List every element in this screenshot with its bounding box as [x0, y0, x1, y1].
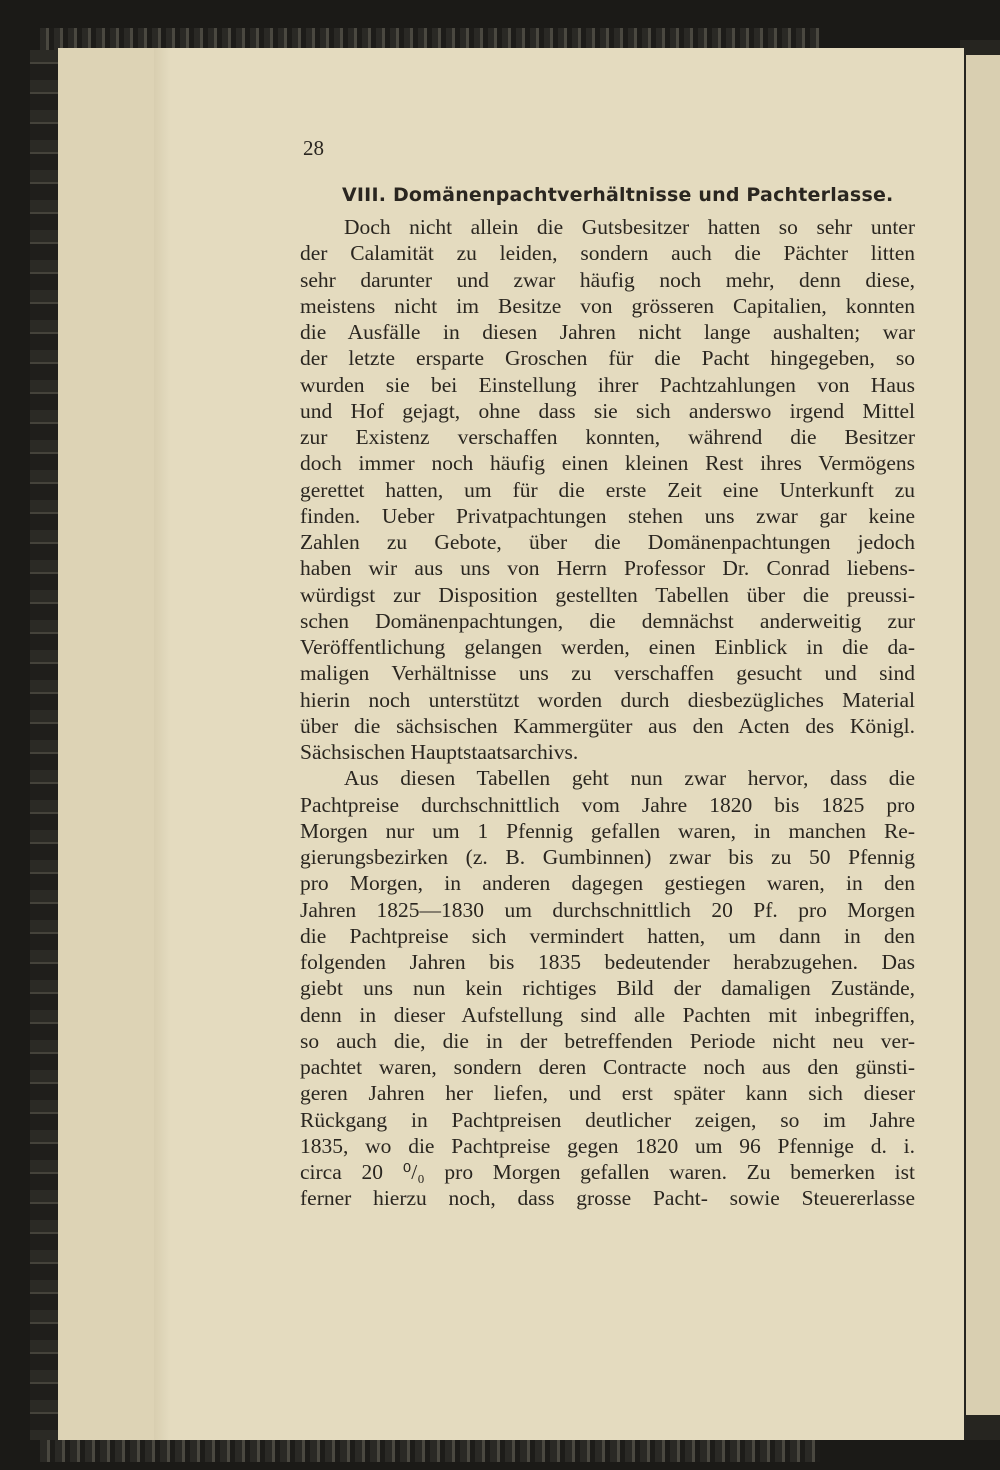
text-line: maligen Verhältnisse uns zu verschaffen gesucht und sind [300, 661, 915, 686]
text-line: der letzte ersparte Groschen für die Pacht hingegeben, so [300, 346, 915, 371]
text-line: gierungsbezirken (z. B. Gumbinnen) zwar bis zu 50 Pfennig [300, 845, 915, 869]
text-line: der Calamität zu leiden, sondern auch die Pächter litten [300, 241, 915, 266]
text-line: ferner hierzu noch, dass grosse Pacht- sowie Steuererlasse [300, 1186, 915, 1211]
paragraph [300, 214, 915, 765]
text-line: Veröffentlichung gelangen werden, einen Einblick in die da- [300, 635, 915, 659]
text-line: gerettet hatten, um für die erste Zeit eine Unterkunft zu [300, 477, 915, 502]
text-line: Aus diesen Tabellen geht nun zwar hervor, dass die [344, 766, 915, 791]
text-line: circa 20 ⁰/₀ pro Morgen gefallen waren. Zu bemerken ist [300, 1160, 915, 1184]
body-text [300, 214, 915, 1212]
page-gutter [58, 48, 155, 1440]
text-line: geren Jahren her liefen, und erst später kann sich dieser [300, 1081, 915, 1106]
book-top-edge [40, 28, 820, 50]
text-line: folgenden Jahren bis 1835 bedeutender herabzugehen. Das [300, 950, 915, 974]
text-line: schen Domänenpachtungen, die demnächst anderweitig zur [300, 608, 915, 633]
text-line: Pachtpreise durchschnittlich vom Jahre 1820 bis 1825 pro [300, 792, 915, 817]
text-line: denn in dieser Aufstellung sind alle Pachten mit inbegriffen, [300, 1002, 915, 1027]
text-line: finden. Ueber Privatpachtungen stehen uns zwar gar keine [300, 503, 915, 528]
text-line: hierin noch unterstützt worden durch diesbezügliches Material [300, 687, 915, 712]
text-line: Jahren 1825—1830 um durchschnittlich 20 Pf. pro Morgen [300, 897, 915, 922]
text-line: Sächsischen Hauptstaatsarchivs. [300, 740, 579, 764]
text-line: doch immer noch häufig einen kleinen Rest ihres Vermögens [300, 451, 915, 476]
text-line: sehr darunter und zwar häufig noch mehr, denn diese, [300, 267, 915, 292]
text-line: Zahlen zu Gebote, über die Domänenpachtungen jedoch [300, 530, 915, 554]
page-fold-shadow [154, 48, 170, 1440]
text-line: und Hof gejagt, ohne dass sie sich anderswo irgend Mittel [300, 398, 915, 423]
page-number: 28 [303, 136, 324, 160]
book-binding-edge [30, 50, 58, 1440]
text-line: so auch die, die in der betreffenden Periode nicht neu ver- [300, 1028, 915, 1053]
text-line: zur Existenz verschaffen konnten, während die Besitzer [300, 425, 915, 449]
text-line: 1835, wo die Pachtpreise gegen 1820 um 96 Pfennige d. i. [300, 1133, 915, 1158]
text-line: Doch nicht allein die Gutsbesitzer hatten so sehr unter [344, 215, 915, 239]
text-line: wurden sie bei Einstellung ihrer Pachtzahlungen von Haus [300, 372, 915, 397]
text-line: Morgen nur um 1 Pfennig gefallen waren, in manchen Re- [300, 818, 915, 843]
text-line: würdigst zur Disposition gestellten Tabellen über die preussi- [300, 582, 915, 607]
text-line: pro Morgen, in anderen dagegen gestiegen waren, in den [300, 871, 915, 896]
section-heading: VIII. Domänenpachtverhältnisse und Pachterlasse. [342, 184, 894, 206]
text-line: giebt uns nun kein richtiges Bild der damaligen Zustände, [300, 976, 915, 1001]
text-line: Rückgang in Pachtpreisen deutlicher zeigen, so im Jahre [300, 1107, 915, 1132]
text-line: haben wir aus uns von Herrn Professor Dr. Conrad liebens- [300, 556, 915, 581]
book-bottom-edge [40, 1440, 820, 1462]
paragraph [300, 765, 915, 1211]
text-line: die Pachtpreise sich vermindert hatten, um dann in den [300, 923, 915, 948]
text-line: pachtet waren, sondern deren Contracte noch aus den günsti- [300, 1055, 915, 1079]
facing-page-edge [966, 55, 1000, 1415]
text-line: meistens nicht im Besitze von grösseren Capitalien, konnten [300, 293, 915, 318]
text-line: über die sächsischen Kammergüter aus den Acten des Königl. [300, 713, 915, 738]
text-line: die Ausfälle in diesen Jahren nicht lange aushalten; war [300, 320, 915, 344]
